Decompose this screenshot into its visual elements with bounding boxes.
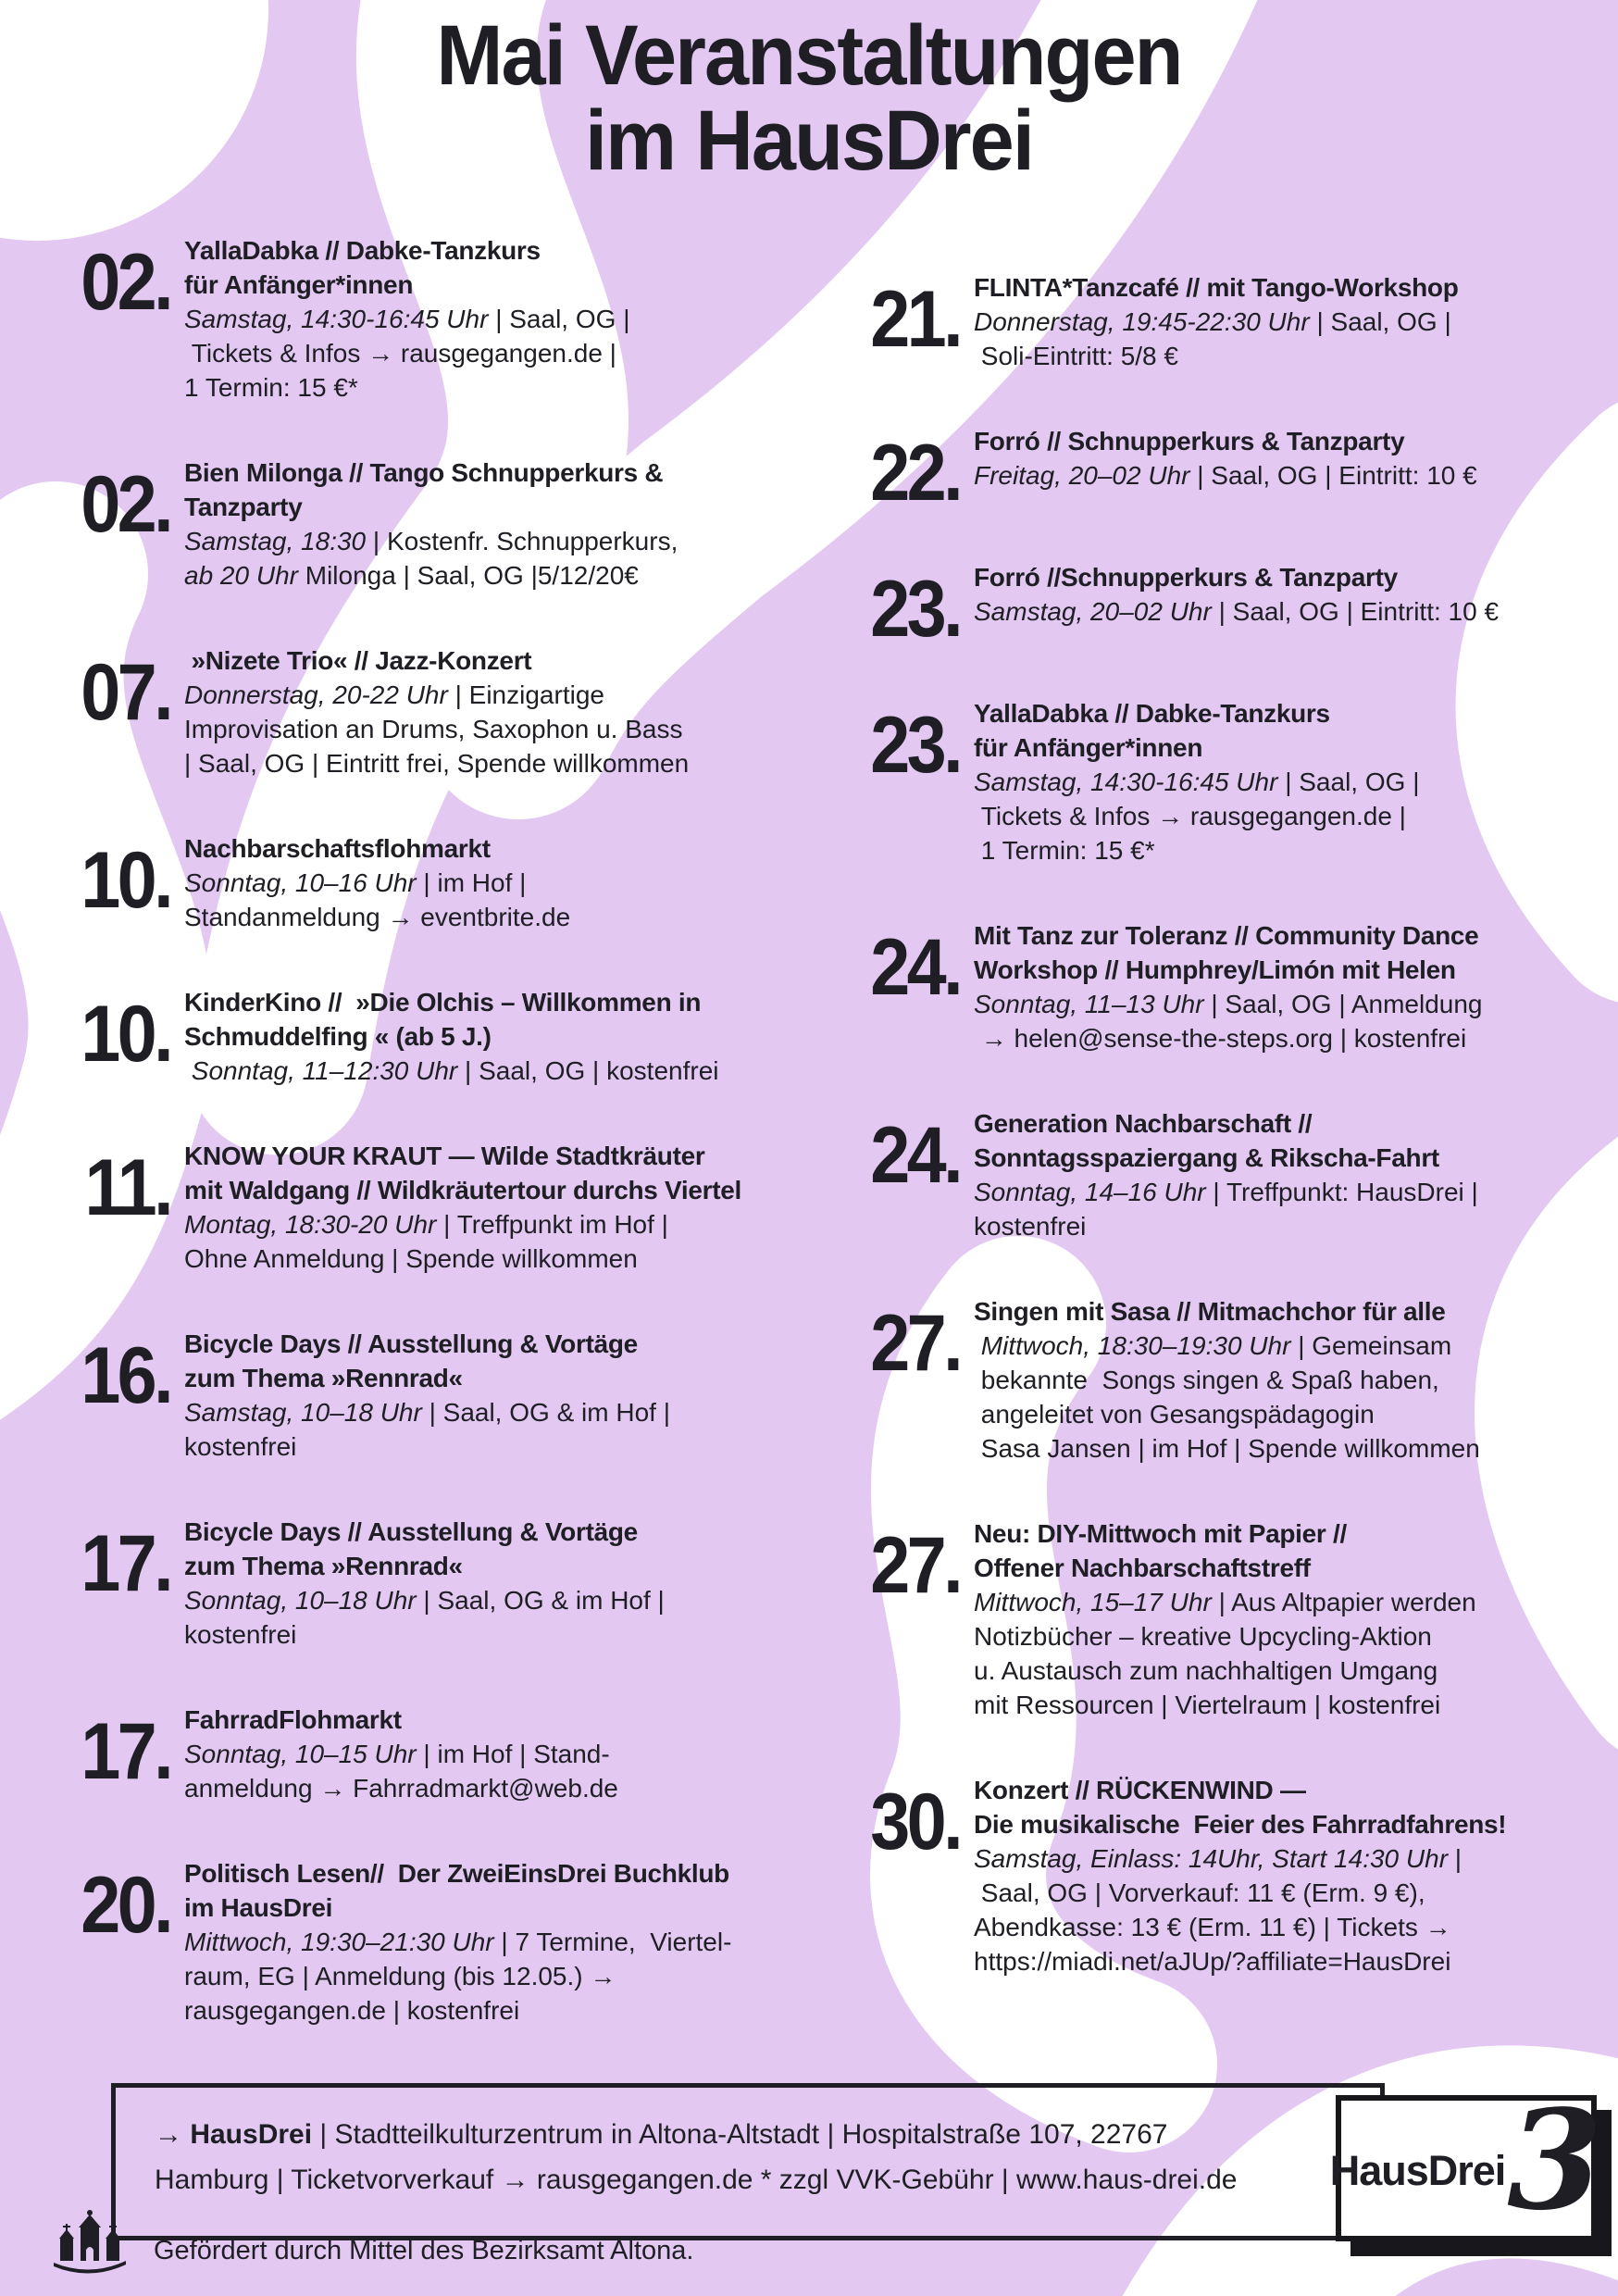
event-day: 23.: [870, 701, 960, 790]
event-item: [838, 1773, 1611, 1978]
event-item: [48, 1139, 877, 1276]
page-title-line1: Mai Veranstaltungen: [436, 8, 1182, 103]
event-title: FLINTA*Tanzcafé // mit Tango-Workshop: [974, 273, 1459, 302]
funding-note: [52, 2209, 693, 2274]
event-day: 22.: [870, 429, 960, 518]
page-title-line2: im HausDrei: [585, 94, 1033, 188]
event-item: [838, 1106, 1611, 1243]
event-title: YallaDabka // Dabke-Tanzkurs für Anfänger*innen: [974, 699, 1330, 762]
funding-text: Gefördert durch Mittel des Bezirksamt Altona.: [154, 2236, 694, 2265]
event-details: Samstag, 20–02 Uhr | Saal, OG | Eintritt: 10 €: [974, 597, 1500, 626]
event-details: Sonntag, 11–12:30 Uhr | Saal, OG | kostenfrei: [184, 1056, 719, 1085]
event-details: Sonntag, 10–18 Uhr | Saal, OG & im Hof | kostenfrei: [184, 1586, 665, 1649]
event-title: Politisch Lesen// Der ZweiEinsDrei Buchklub im HausDrei: [184, 1859, 729, 1922]
event-title: Neu: DIY-Mittwoch mit Papier // Offener Nachbarschaftstreff: [974, 1519, 1347, 1582]
event-day: 20.: [81, 1861, 170, 1950]
event-details: Mittwoch, 19:30–21:30 Uhr | 7 Termine, Viertel- raum, EG | Anmeldung (bis 12.05.) → rausgegangen.de | kostenfrei: [184, 1928, 732, 2025]
event-item: [838, 1516, 1611, 1722]
event-day: 24.: [870, 923, 960, 1012]
event-details: Sonntag, 10–16 Uhr | im Hof | Standanmeldung → eventbrite.de: [184, 868, 571, 931]
event-item: [48, 1856, 877, 2028]
event-details: Samstag, 10–18 Uhr | Saal, OG & im Hof | kostenfrei: [184, 1398, 670, 1461]
event-day: 24.: [870, 1111, 960, 1200]
event-details: Sonntag, 14–16 Uhr | Treffpunkt: HausDrei | kostenfrei: [974, 1178, 1478, 1241]
event-day: 23.: [870, 565, 960, 654]
event-day: 27.: [870, 1521, 960, 1610]
event-day: 07.: [81, 648, 170, 737]
venue-info-line1: → HausDrei | Stadtteilkulturzentrum in Altona-Altstadt | Hospitalstraße 107, 22767: [155, 2119, 1168, 2150]
event-title: Bicycle Days // Ausstellung & Vortäge zum Thema »Rennrad«: [184, 1517, 638, 1580]
event-item: [48, 455, 877, 593]
event-day: 02.: [81, 460, 170, 549]
event-title: KinderKino // »Die Olchis – Willkommen in Schmuddelfing « (ab 5 J.): [184, 988, 702, 1051]
hamburg-castle-icon: [52, 2209, 128, 2274]
event-day: 21.: [870, 275, 960, 364]
event-day: 16.: [81, 1331, 170, 1420]
event-item: [838, 270, 1611, 373]
event-details: Mittwoch, 18:30–19:30 Uhr | Gemeinsam bekannte Songs singen & Spaß haben, angeleitet von Gesangspädagogin Sasa Jansen | im Hof | Spende willkommen: [974, 1331, 1480, 1463]
hausdrei-logo: [1329, 2079, 1603, 2241]
event-day: 10.: [81, 990, 170, 1079]
event-details: Samstag, Einlass: 14Uhr, Start 14:30 Uhr | Saal, OG | Vorverkauf: 11 € (Erm. 9 €), Abendkasse: 13 € (Erm. 11 €) | Tickets → https://miadi.net/aJUp/?affiliate=HausDrei: [974, 1844, 1462, 1976]
event-column-left: [48, 233, 877, 2078]
event-item: [48, 643, 877, 780]
venue-info-line2: Hamburg | Ticketvorverkauf → rausgegangen.de * zzgl VVK-Gebühr | www.haus-drei.de: [155, 2165, 1238, 2195]
event-item: [838, 560, 1611, 654]
event-day: 02.: [81, 238, 170, 327]
event-item: [48, 1327, 877, 1464]
event-details: Donnerstag, 19:45-22:30 Uhr | Saal, OG | Soli-Eintritt: 5/8 €: [974, 307, 1451, 370]
event-details: Mittwoch, 15–17 Uhr | Aus Altpapier werden Notizbücher – kreative Upcycling-Aktion u. Austausch zum nachhaltigen Umgang mit Ressourcen | Viertelraum | kostenfrei: [974, 1588, 1476, 1719]
event-item: [838, 918, 1611, 1055]
hausdrei-logo-numeral: 3: [1507, 2079, 1603, 2240]
event-day: 17.: [81, 1707, 170, 1796]
event-details: Freitag, 20–02 Uhr | Saal, OG | Eintritt: 10 €: [974, 461, 1477, 490]
event-item: [838, 1294, 1611, 1466]
event-details: Samstag, 14:30-16:45 Uhr | Saal, OG | Tickets & Infos → rausgegangen.de | 1 Termin: 15 €*: [974, 767, 1420, 865]
hausdrei-logo-text: HausDrei: [1329, 2147, 1506, 2194]
event-details: Sonntag, 10–15 Uhr | im Hof | Stand- anmeldung → Fahrradmarkt@web.de: [184, 1740, 618, 1803]
event-item: [838, 696, 1611, 867]
event-title: Forró //Schnupperkurs & Tanzparty: [974, 563, 1398, 592]
event-day: 10.: [81, 836, 170, 925]
event-details: Sonntag, 11–13 Uhr | Saal, OG | Anmeldung → helen@sense-the-steps.org | kostenfrei: [974, 990, 1483, 1053]
event-item: [48, 233, 877, 405]
event-title: »Nizete Trio« // Jazz-Konzert: [184, 646, 532, 675]
event-title: Generation Nachbarschaft // Sonntagsspaziergang & Rikscha-Fahrt: [974, 1109, 1439, 1172]
event-title: Nachbarschaftsflohmarkt: [184, 834, 491, 863]
event-column-right: [838, 270, 1611, 2029]
event-title: Bicycle Days // Ausstellung & Vortäge zum Thema »Rennrad«: [184, 1329, 638, 1392]
event-day: 17.: [81, 1519, 170, 1608]
event-title: Mit Tanz zur Toleranz // Community Dance Workshop // Humphrey/Limón mit Helen: [974, 921, 1479, 984]
venue-name: → HausDrei: [155, 2119, 313, 2150]
event-day: 30.: [870, 1778, 960, 1866]
event-title: Singen mit Sasa // Mitmachchor für alle: [974, 1297, 1446, 1326]
event-title: KNOW YOUR KRAUT — Wilde Stadtkräuter mit Waldgang // Wildkräutertour durchs Viertel: [184, 1142, 742, 1204]
event-item: [48, 1515, 877, 1652]
event-item: [48, 985, 877, 1088]
event-item: [838, 424, 1611, 518]
event-title: Bien Milonga // Tango Schnupperkurs & Tanzparty: [184, 458, 664, 521]
event-title: YallaDabka // Dabke-Tanzkurs für Anfänger*innen: [184, 236, 541, 299]
event-details: Samstag, 18:30 | Kostenfr. Schnupperkurs, ab 20 Uhr Milonga | Saal, OG |5/12/20€: [184, 527, 678, 590]
event-item: [48, 1703, 877, 1805]
event-title: FahrradFlohmarkt: [184, 1705, 402, 1734]
event-item: [48, 831, 877, 934]
event-details: Samstag, 14:30-16:45 Uhr | Saal, OG | Tickets & Infos → rausgegangen.de | 1 Termin: 15 €*: [184, 305, 630, 402]
event-details: Montag, 18:30-20 Uhr | Treffpunkt im Hof | Ohne Anmeldung | Spende willkommen: [184, 1210, 668, 1273]
event-day: 27.: [870, 1299, 960, 1388]
event-title: Forró // Schnupperkurs & Tanzparty: [974, 427, 1405, 455]
page-title: [48, 8, 1569, 188]
event-details: Donnerstag, 20-22 Uhr | Einzigartige Improvisation an Drums, Saxophon u. Bass | Saal, OG | Eintritt frei, Spende willkommen: [184, 680, 690, 778]
event-title: Konzert // RÜCKENWIND — Die musikalische Feier des Fahrradfahrens!: [974, 1776, 1507, 1839]
event-day: 11.: [84, 1143, 170, 1232]
